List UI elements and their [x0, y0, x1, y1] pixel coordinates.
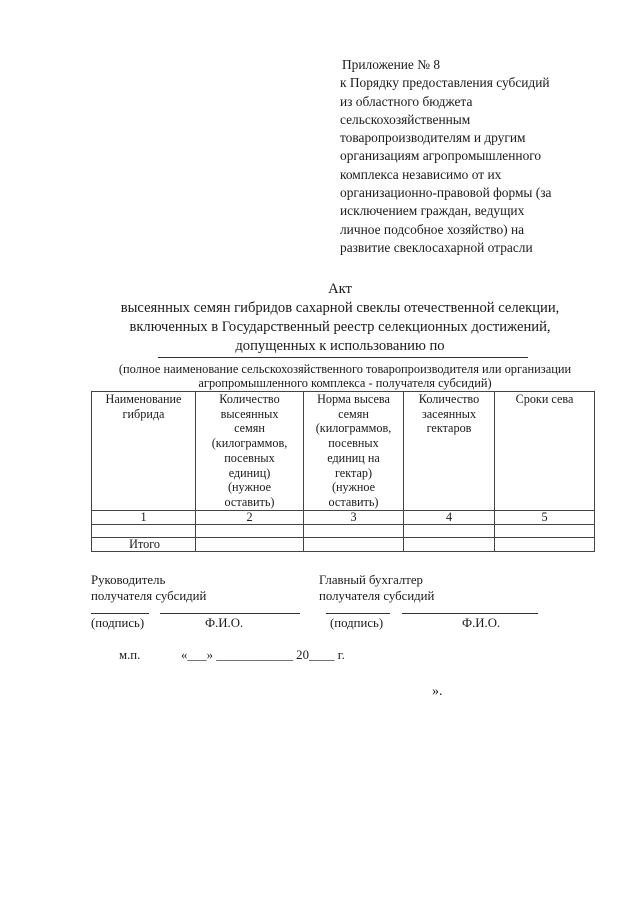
annex-line: из областного бюджета	[340, 93, 473, 109]
head-name-label: Ф.И.О.	[205, 616, 244, 630]
table-cell	[404, 537, 495, 551]
annex-block	[340, 56, 590, 257]
table-row	[92, 524, 595, 537]
annex-line: организационно-правовой формы (за	[340, 185, 552, 201]
table-cell	[304, 524, 404, 537]
table-cell	[495, 524, 595, 537]
accountant-name-label: Ф.И.О.	[462, 616, 501, 630]
seeds-table	[91, 391, 595, 552]
header-seeds-quantity: Количество высеянных семян (килограммов, посевных единиц) (нужное оставить)	[196, 392, 304, 511]
column-number: 3	[304, 510, 404, 524]
accountant-signature-label: (подпись)	[330, 616, 384, 630]
column-number-row	[92, 510, 595, 524]
annex-line: товаропроизводителям и другим	[340, 130, 526, 146]
head-signature-label: (подпись)	[91, 616, 145, 630]
total-label: Итого	[92, 537, 196, 551]
table-cell	[304, 537, 404, 551]
table-cell	[92, 524, 196, 537]
table-cell	[196, 524, 304, 537]
header-seeding-rate: Норма высева семян (килограммов, посевных единиц на гектар) (нужное оставить)	[304, 392, 404, 511]
caption-line: агропромышленного комплекса - получателя субсидий)	[198, 376, 492, 390]
caption-line: (полное наименование сельскохозяйственного товаропроизводителя или организации	[118, 362, 572, 376]
date-field: «___» ____________ 20____ г.	[181, 648, 345, 662]
annex-line: личное подсобное хозяйство) на	[340, 221, 525, 237]
accountant-signature-line	[326, 613, 390, 614]
annex-line: организациям агропромышленного	[340, 148, 542, 164]
column-number: 5	[495, 510, 595, 524]
annex-line: к Порядку предоставления субсидий	[340, 75, 550, 91]
table-cell	[196, 537, 304, 551]
annex-line: исключением граждан, ведущих	[340, 203, 525, 219]
closing-quote: ».	[432, 684, 443, 699]
table-header-row	[92, 392, 595, 511]
recipient-caption	[0, 362, 640, 390]
accountant-name-line	[402, 613, 538, 614]
annex-line: развитие свеклосахарной отрасли	[340, 239, 533, 255]
head-signature-title: Руководитель получателя субсидий	[91, 573, 207, 603]
header-hybrid-name: Наименование гибрида	[92, 392, 196, 511]
column-number: 1	[92, 510, 196, 524]
table-cell	[495, 537, 595, 551]
annex-line: комплекса независимо от их	[340, 166, 502, 182]
column-number: 2	[196, 510, 304, 524]
annex-number: Приложение № 8	[342, 57, 441, 72]
annex-line: сельскохозяйственным	[340, 111, 471, 127]
title-line: включенных в Государственный реестр селекционных достижений,	[129, 319, 551, 335]
accountant-signature-title: Главный бухгалтер получателя субсидий	[319, 573, 435, 603]
title-line: допущенных к использованию по	[235, 338, 445, 354]
total-row	[92, 537, 595, 551]
column-number: 4	[404, 510, 495, 524]
document-title	[0, 280, 640, 356]
table-cell	[404, 524, 495, 537]
recipient-fill-line	[158, 357, 528, 358]
stamp-place: м.п.	[119, 648, 141, 662]
head-signature-line	[91, 613, 149, 614]
title-heading: Акт	[328, 281, 352, 297]
header-sown-hectares: Количество засеянных гектаров	[404, 392, 495, 511]
head-name-line	[160, 613, 300, 614]
header-sowing-dates: Сроки сева	[495, 392, 595, 511]
title-line: высеянных семян гибридов сахарной свеклы отечественной селекции,	[120, 300, 560, 316]
